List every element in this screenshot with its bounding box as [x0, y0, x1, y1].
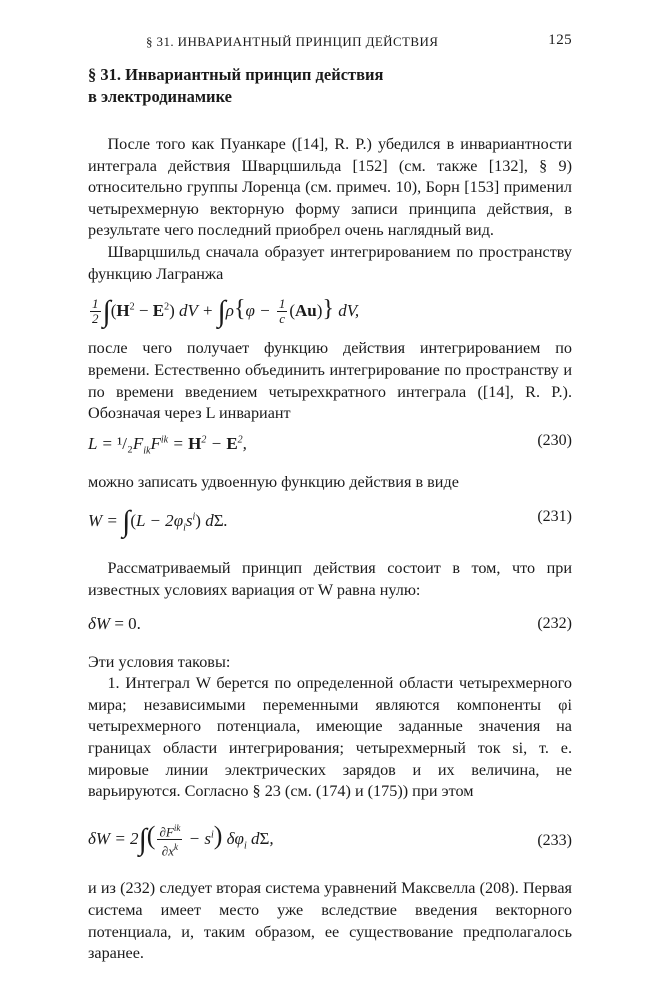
paragraph-4: можно записать удвоенную функцию действия в виде — [88, 472, 459, 491]
section-title-line1: § 31. Инвариантный принцип действия — [88, 65, 384, 84]
running-head: § 31. ИНВАРИАНТНЫЙ ПРИНЦИП ДЕЙСТВИЯ — [146, 34, 439, 49]
fraction-half: $\frac{1}{2}$ — [92, 296, 99, 327]
equation-number-231: (231) — [537, 508, 572, 526]
equation-number-232: (232) — [537, 614, 572, 632]
paragraph-1: После того как Пуанкаре ([14], R. P.) убедился в инвариантности интеграла действия Шварцшильда [152] (см. также [132], § 9) относительно группы Лоренца (см. примеч. 10), Борн [153] применил четырехмерную векторную форму записи принципа действия, в результате чего последний приобрел очень наглядный вид. — [88, 135, 572, 240]
paragraph-7: 1. Интеграл W берется по определенной области четырехмерного мира; независимыми переменными являются компоненты φi четырехмерного потенциала, имеющие заданные значения на границах области интегрирования; четырехмерный ток si, т. е. мировые линии электрических зарядов и их величина, не варьируются. Согласно § 23 (см. (174) и (175)) при этом — [88, 674, 572, 801]
equation-lagrange: $\frac{1}{2}$ $\int(H^2 - E^2)$ dV + ∫ρ{φ − $\frac{1}{c}$ (Au)} dV, — [92, 294, 360, 328]
running-header — [88, 30, 572, 56]
equation-230: $L = ^1/_2F_{ik}F^{ik} = H^2 - E^2$, (230) — [88, 429, 572, 464]
paragraph-2: Шварцшильд сначала образует интегрированием по пространству функцию Лагранжа — [88, 242, 572, 283]
section-title-line2: в электродинамике — [88, 87, 232, 106]
equation-number-233: (233) — [537, 831, 572, 849]
section-title — [88, 64, 572, 108]
equation-232: δW = 0. (232) — [88, 612, 572, 636]
fraction-partial: $\frac{\partial F^{ik}}{\partial x^k}$ — [159, 822, 181, 859]
paragraph-3: после чего получает функцию действия интегрированием по времени. Естественно объединить интегрирование по пространству и по времени введением четырехкратного интеграла ([14], R. P.). Обозначая через L инвариант — [88, 339, 572, 423]
page-number: 125 — [548, 32, 572, 48]
paragraph-6: Эти условия таковы: — [88, 652, 231, 671]
paragraph-8: и из (232) следует вторая система уравнений Максвелла (208). Первая система имеет место уже вследствие введения векторного потенциала, и, таким образом, ее существование предполагалось заранее. — [88, 879, 572, 963]
equation-number-230: (230) — [537, 431, 572, 449]
fraction-one-over-c: $\frac{1}{c}$ — [278, 296, 286, 327]
page — [88, 30, 572, 965]
paragraph-5: Рассматриваемый принцип действия состоит в том, что при известных условиях вариация от W равна нулю: — [88, 559, 572, 600]
equation-233: δW = 2∫( $\frac{\partial F^{ik}}{\partial x^k}$ − $s^i$) $\delta\varphi_i$ dΣ, (233) — [88, 820, 572, 859]
equation-231: $W = \int(L - 2\varphi_is^i)$ dΣ. (231) — [88, 505, 572, 539]
